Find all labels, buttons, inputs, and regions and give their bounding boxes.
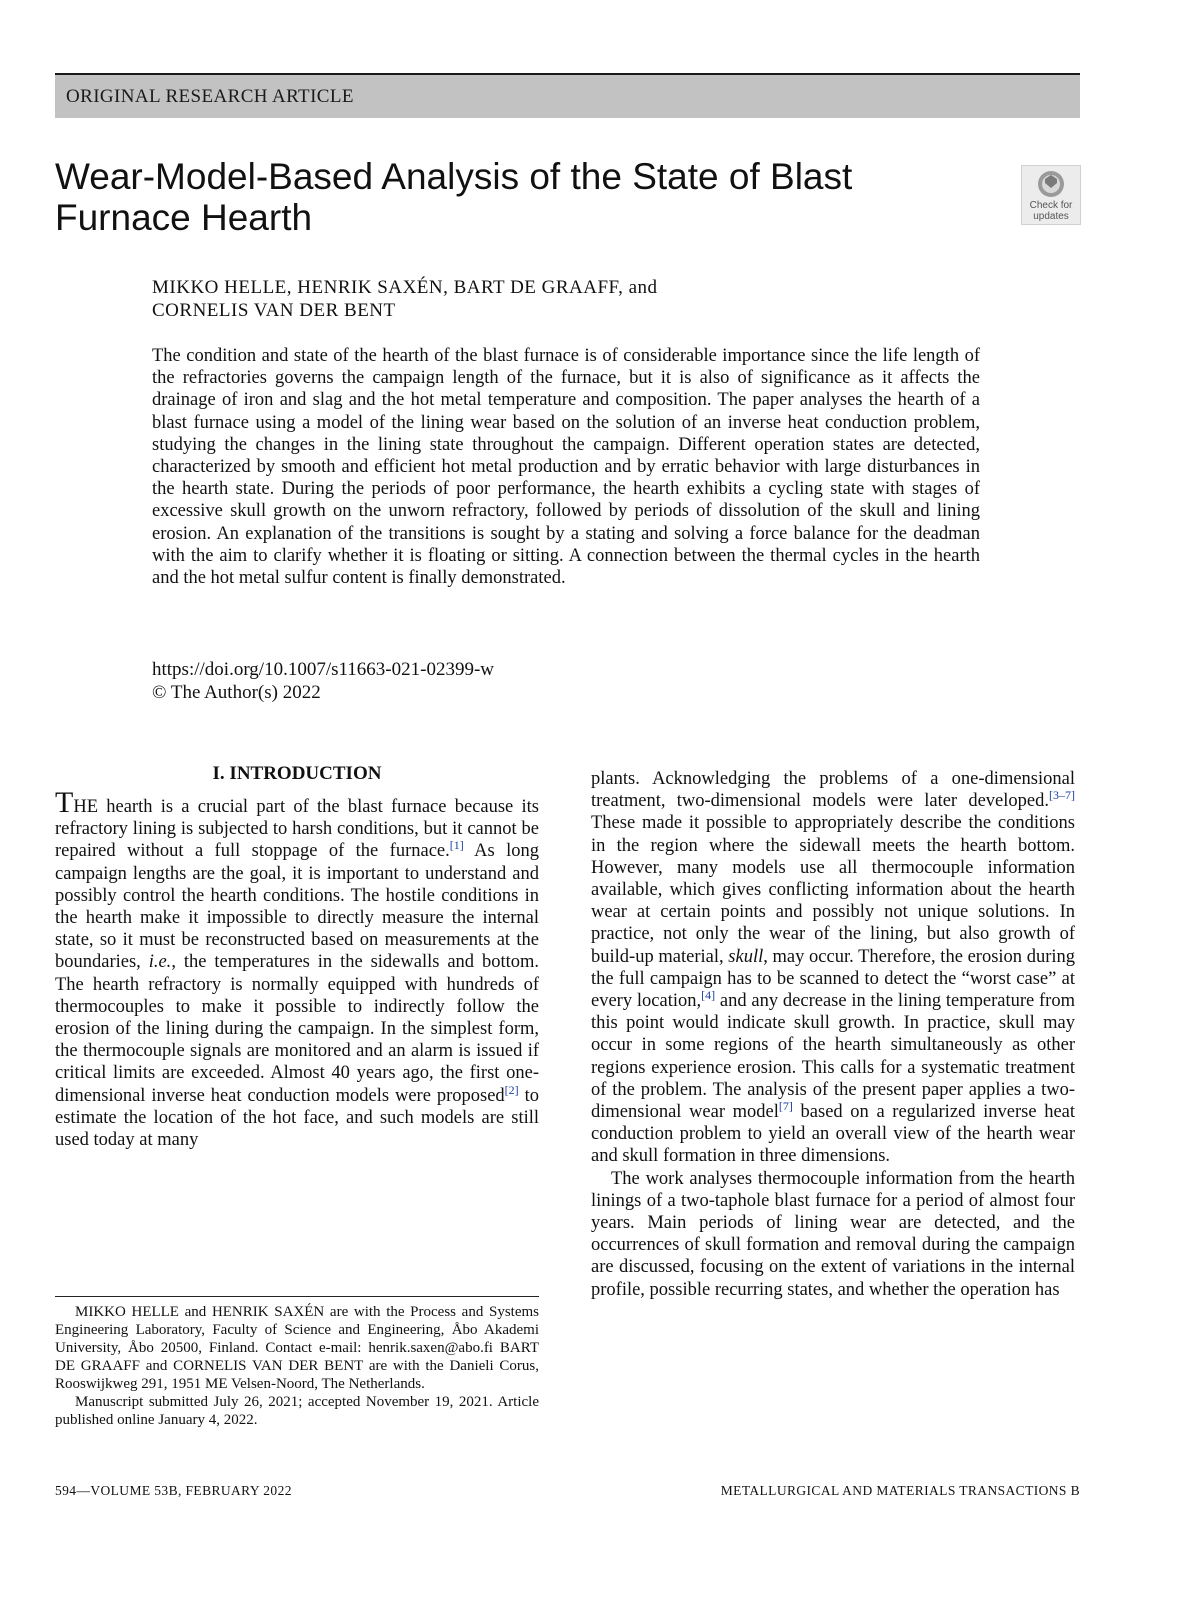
section-heading-introduction: I. INTRODUCTION bbox=[212, 763, 382, 784]
citation-1[interactable]: [1] bbox=[449, 838, 464, 853]
intro-text-a: HE hearth is a crucial part of the blast furnace because its refractory lining is subjected to harsh conditions, but it cannot be repaired without a full stoppage of the furnace. bbox=[55, 797, 539, 862]
paper-title: Wear-Model-Based Analysis of the State of Blast Furnace Hearth bbox=[55, 156, 853, 238]
copyright-notice: © The Author(s) 2022 bbox=[152, 682, 321, 703]
doi-link[interactable]: https://doi.org/10.1007/s11663-021-02399-w bbox=[152, 659, 494, 680]
right-text-d: and any decrease in the lining temperature from this point would indicate skull growth. In practice, skull may occur in some regions of the hearth simultaneously as other regions experience erosion. This calls for a systematic treatment of the problem. The analysis of the present paper applies a two-dimensional wear model bbox=[591, 991, 1075, 1123]
ie-abbrev: i.e. bbox=[148, 952, 172, 973]
right-text-b: These made it possible to appropriately describe the conditions in the region where the sidewall meets the hearth bottom. However, many models use all thermocouple information available, which gives conflicting information about the hearth wear at certain points and possibly not unique solutions. In practice, not only the wear of the lining, but also growth of build-up material, bbox=[591, 813, 1075, 967]
citation-2[interactable]: [2] bbox=[504, 1082, 519, 1097]
check-for-updates-label: Check for updates bbox=[1029, 200, 1073, 222]
right-text-a: plants. Acknowledging the problems of a one-dimensional treatment, two-dimensional models were later developed. bbox=[591, 769, 1075, 812]
skull-term: skull bbox=[728, 946, 764, 967]
right-text-e: based on a regularized inverse heat conduction problem to yield an overall view of the hearth wear and skull formation in three dimensions. bbox=[591, 1102, 1076, 1167]
intro-paragraph bbox=[55, 786, 539, 1151]
abstract: The condition and state of the hearth of the blast furnace is of considerable importance since the life length of the refractories governs the campaign length of the furnace, but it is also of significance as it affects the drainage of iron and slag and the hot metal temperature and composition. The paper analyses the hearth of a blast furnace using a model of the lining wear based on the solution of an inverse heat conduction problem, studying the changes in the lining state throughout the campaign. Different operation states are detected, characterized by smooth and efficient hot metal production and by erratic behavior with large disturbances in the hearth state. During the periods of poor performance, the hearth exhibits a cycling state with stages of excessive skull growth on the unworn refractory, followed by periods of dissolution of the skull and lining erosion. An explanation of the transitions is sought by a stating and solving a force balance for the deadman with the aim to clarify whether it is floating or sitting. A connection between the thermal cycles in the hearth and the hot metal sulfur content is finally demonstrated. bbox=[152, 346, 980, 589]
footnote-affiliation: MIKKO HELLE and HENRIK SAXÉN are with the Process and Systems Engineering Laboratory, Faculty of Science and Engineering, Åbo Akademi University, Åbo 20500, Finland. Contact e-mail: henrik.saxen@abo.fi BART DE GRAAFF and CORNELIS VAN DER BENT are with the Danieli Corus, Rooswijkweg 291, 1951 ME Velsen-Noord, The Netherlands. bbox=[55, 1304, 539, 1392]
doi-block bbox=[152, 658, 752, 704]
right-paragraph-2: The work analyses thermocouple information from the hearth linings of a two-taphole blast furnace for a period of almost four years. Main periods of lining wear are detected, and the occurrences of skull formation and removal during the campaign are discussed, focusing on the extent of variations in the internal profile, possible recurring states, and whether the operation has bbox=[591, 1168, 1075, 1300]
author-line-2: CORNELIS VAN DER BENT bbox=[152, 300, 396, 321]
footer-journal: METALLURGICAL AND MATERIALS TRANSACTIONS B bbox=[720, 1483, 1080, 1498]
footer-volume: 594—VOLUME 53B, FEBRUARY 2022 bbox=[55, 1483, 292, 1498]
author-list bbox=[152, 276, 852, 322]
footnote-dates: Manuscript submitted July 26, 2021; accepted November 19, 2021. Article published online January 4, 2022. bbox=[55, 1394, 539, 1428]
article-type-label: ORIGINAL RESEARCH ARTICLE bbox=[66, 86, 354, 107]
footnote-divider bbox=[55, 1296, 539, 1297]
right-text-c: , may occur. Therefore, the erosion during the full campaign has to be scanned to detect the “worst case” at every location, bbox=[591, 946, 1076, 1012]
intro-text-b: As long campaign lengths are the goal, it is important to understand and possibly control the hearth conditions. The hostile conditions in the hearth make it impossible to directly measure the internal state, so it must be reconstructed based on measurements at the boundaries, bbox=[55, 841, 539, 973]
right-paragraph-1 bbox=[591, 768, 1075, 1168]
drop-cap: T bbox=[55, 786, 74, 819]
author-line-1: MIKKO HELLE, HENRIK SAXÉN, BART DE GRAAFF, and bbox=[152, 277, 658, 298]
citation-4[interactable]: [4] bbox=[701, 987, 716, 1002]
check-for-updates-badge[interactable] bbox=[1021, 165, 1081, 225]
citation-7[interactable]: [7] bbox=[778, 1098, 793, 1113]
article-type-banner bbox=[55, 73, 1080, 118]
check-for-updates-icon bbox=[1034, 169, 1068, 199]
intro-text-c: , the temperatures in the sidewalls and bottom. The hearth refractory is normally equipped with hundreds of thermocouples to make it possible to indirectly follow the erosion of the lining during the campaign. In the simplest form, the thermocouple signals are monitored and an alarm is issued if critical limits are exceeded. Almost 40 years ago, the first one-dimensional inverse heat conduction models were proposed bbox=[55, 952, 539, 1106]
right-column bbox=[591, 768, 1075, 1301]
citation-3-7[interactable]: [3–7] bbox=[1049, 788, 1075, 803]
intro-text-d: to estimate the location of the hot face, and such models are still used today at many bbox=[55, 1085, 539, 1151]
left-column bbox=[55, 763, 539, 1151]
footnote bbox=[55, 1303, 539, 1429]
